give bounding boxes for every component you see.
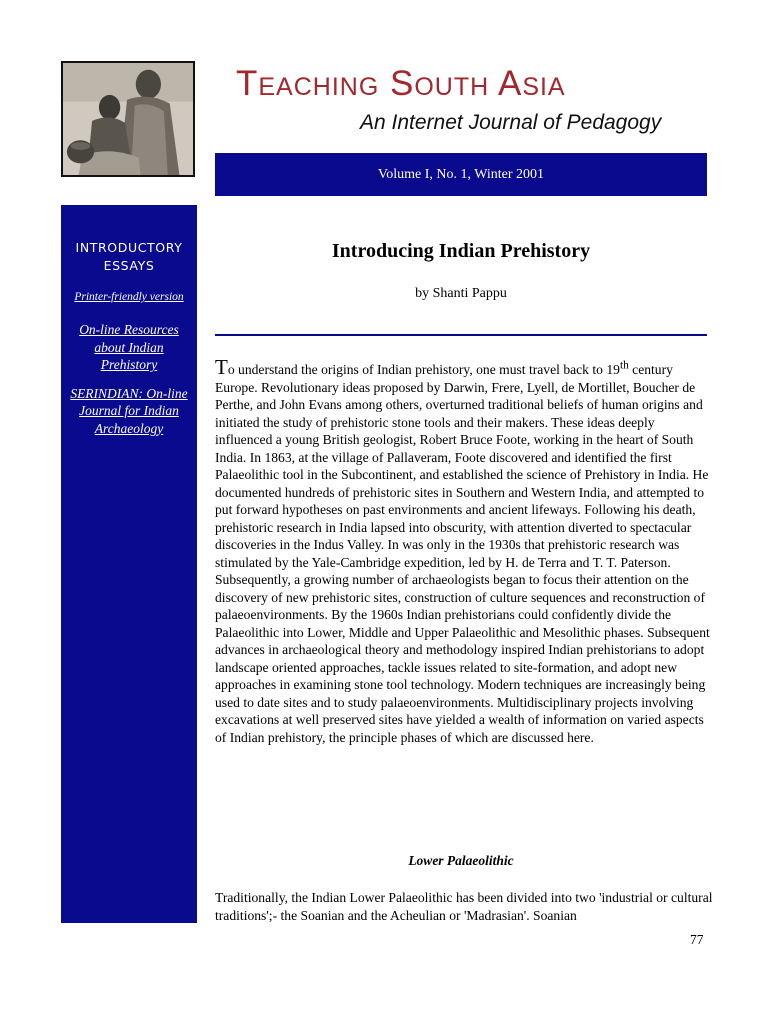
- masthead-photo: [61, 61, 195, 177]
- article-byline: by Shanti Pappu: [415, 286, 507, 301]
- intro-paragraph: [215, 357, 715, 746]
- article-title: Introducing Indian Prehistory: [331, 240, 591, 262]
- volume-banner: [215, 153, 707, 196]
- intro-text-start: o understand the origins of Indian prehistory, one must travel back to 19: [227, 362, 620, 377]
- sidebar-heading: INTRODUCTORY ESSAYS: [75, 240, 183, 273]
- section-paragraph: Traditionally, the Indian Lower Palaeolithic has been divided into two 'industrial or cultural traditions';- the Soanian and the Acheulian or 'Madrasian'. Soanian: [215, 890, 713, 923]
- photo-illustration: [63, 63, 193, 175]
- page-number: 77: [690, 932, 704, 947]
- serindian-link[interactable]: SERINDIAN: On-line Journal for Indian Archaeology: [70, 385, 188, 436]
- drop-cap: T: [215, 355, 228, 379]
- journal-title: Teaching South Asia: [236, 64, 566, 103]
- section-heading: Lower Palaeolithic: [408, 853, 514, 868]
- intro-text-rest: century Europe. Revolutionary ideas proposed by Darwin, Frere, Lyell, de Mortillet, Boucher de Perthe, and John Evans among others, overturned traditional beliefs of human origins and initiated the study of prehistoric stone tools and their makers. These ideas deeply influenced a young British geologist, Robert Bruce Foote, working in the heart of South India. In 1863, at the village of Pallaveram, Foote discovered and identified the first Palaeolithic tool in the Subcontinent, and established the science of Prehistory in India. He documented hundreds of prehistoric sites in Southern and Western India, and attempted to put forward hypotheses on past environments and ancient lifeways. Following his death, prehistoric research in India lapsed into obscurity, with attention diverted to spectacular discoveries in the Indus Valley. In was only in the 1930s that prehistoric research was stimulated by the Yale-Cambridge expedition, led by H. de Terra and T. T. Paterson. Subsequently, a growing number of archaeologists began to focus their attention on the discovery of new prehistoric sites, construction of culture sequences and reconstruction of palaeoenvironments. By the 1960s Indian prehistorians could confidently divide the Palaeolithic into Lower, Middle and Upper Palaeolithic and Mesolithic phases. Subsequent advances in archaeological theory and methodology inspired Indian prehistorians to adopt landscape oriented approaches, tackle issues related to site-formation, and adopt new approaches in examining stone tool technology. Modern techniques are increasingly being used to date sites and to study palaeoenvironments. Multidisciplinary projects involving excavations at well preserved sites have yielded a wealth of information on varied aspects of Indian prehistory, the principle phases of which are discussed here.: [215, 362, 710, 745]
- sidebar: [61, 205, 197, 923]
- ordinal-superscript: th: [619, 359, 629, 372]
- title-divider: [215, 334, 707, 336]
- volume-text: Volume I, No. 1, Winter 2001: [377, 166, 545, 182]
- online-resources-link[interactable]: On-line Resources about Indian Prehistory: [79, 322, 179, 372]
- journal-subtitle: An Internet Journal of Pedagogy: [360, 111, 662, 134]
- printer-friendly-link[interactable]: Printer-friendly version: [74, 291, 184, 303]
